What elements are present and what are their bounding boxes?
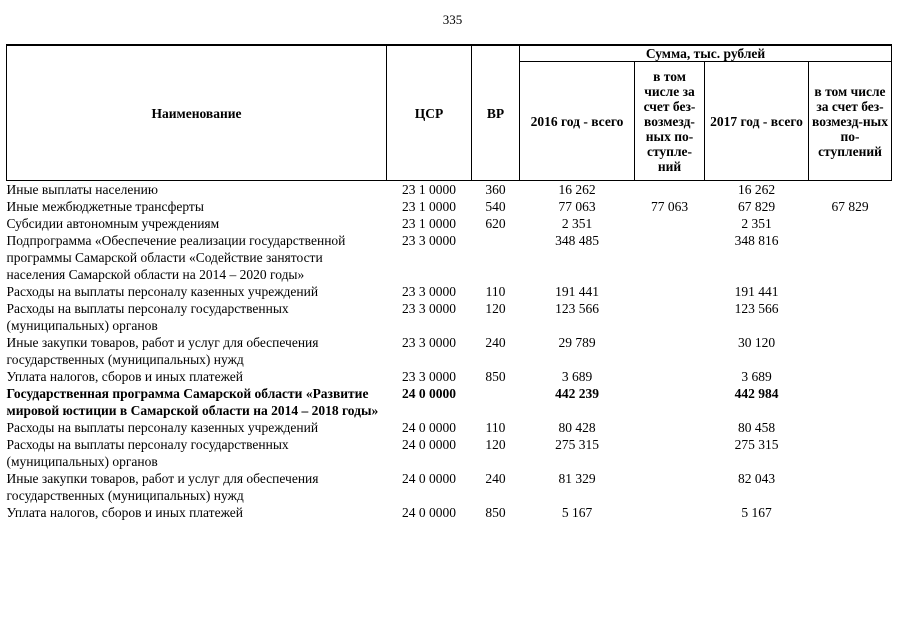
budget-table [6,44,892,521]
row-csr: 23 3 0000 [402,335,456,350]
row-total-2017: 3 689 [741,369,772,384]
row-vr: 850 [485,369,506,384]
table-row [7,504,892,521]
row-free-2017 [809,300,892,334]
row-csr: 23 3 0000 [402,233,456,248]
table-row [7,198,892,215]
row-total-2017: 442 984 [734,386,779,401]
row-csr: 24 0 0000 [402,505,456,520]
row-total-2017: 191 441 [734,284,779,299]
row-total-2017: 2 351 [741,216,772,231]
row-csr: 23 3 0000 [402,369,456,384]
row-name: Иные выплаты населению [6,182,158,197]
row-name: Субсидии автономным учреждениям [6,216,220,231]
table-row [7,232,892,283]
header-vr: ВР [472,45,520,181]
row-total-2017: 82 043 [737,471,776,486]
row-csr: 23 1 0000 [402,182,456,197]
row-free-2016: 77 063 [650,199,689,214]
row-total-2016: 442 239 [555,386,599,401]
table-row [7,419,892,436]
row-vr: 110 [485,284,506,299]
row-total-2016: 5 167 [561,505,593,520]
row-free-2016 [635,504,705,521]
row-total-2017: 348 816 [734,233,779,248]
row-free-2016 [635,368,705,385]
row-csr: 23 1 0000 [402,216,456,231]
row-name: Расходы на выплаты персоналу государственных (муниципальных) органов [6,437,289,469]
row-csr: 23 3 0000 [402,301,456,316]
header-free-2016: в том числе за счет без-возмезд-ных по-ступле-ний [635,62,705,181]
row-total-2016: 77 063 [558,199,596,214]
row-free-2017 [809,283,892,300]
table-body [7,181,892,522]
row-free-2017 [809,436,892,470]
row-free-2017: 67 829 [831,199,869,214]
table-row [7,300,892,334]
table-row [7,283,892,300]
row-name: Уплата налогов, сборов и иных платежей [6,369,243,384]
row-free-2016 [635,181,705,199]
table-row [7,215,892,232]
table-row [7,368,892,385]
row-total-2017: 16 262 [737,182,776,197]
row-free-2017 [809,385,892,419]
row-csr: 23 3 0000 [402,284,456,299]
row-name: Расходы на выплаты персоналу казенных учреждений [6,284,319,299]
row-csr: 23 1 0000 [402,199,456,214]
row-total-2016: 123 566 [555,301,599,316]
row-free-2016 [635,232,705,283]
row-total-2017: 275 315 [734,437,779,452]
header-total-2016: 2016 год - всего [520,62,635,181]
row-vr: 120 [485,301,506,316]
row-name: Расходы на выплаты персоналу казенных учреждений [6,420,319,435]
row-total-2017: 123 566 [734,301,779,316]
table-row [7,385,892,419]
row-vr: 850 [485,505,506,520]
row-csr: 24 0 0000 [402,420,456,435]
row-total-2016: 275 315 [555,437,599,452]
header-total-2017: 2017 год - всего [705,62,809,181]
row-name: Государственная программа Самарской области «Развитие мировой юстиции в Самарской области на 2014 – 2018 годы» [6,386,379,418]
table-row [7,334,892,368]
page-number: 335 [442,12,463,27]
row-total-2017: 67 829 [737,199,776,214]
row-name: Расходы на выплаты персоналу государственных (муниципальных) органов [6,301,289,333]
row-free-2016 [635,385,705,419]
row-free-2017 [809,470,892,504]
row-total-2016: 80 428 [558,420,596,435]
row-total-2017: 30 120 [737,335,776,350]
row-vr [472,232,520,283]
row-vr: 620 [485,216,506,231]
row-total-2016: 81 329 [558,471,596,486]
row-csr: 24 0 0000 [402,471,456,486]
row-total-2016: 16 262 [558,182,596,197]
row-free-2016 [635,419,705,436]
row-vr [472,385,520,419]
row-free-2017 [809,181,892,199]
table-row [7,436,892,470]
row-total-2016: 191 441 [555,284,599,299]
row-name: Подпрограмма «Обеспечение реализации государственной программы Самарской области «Содействие занятости населения Самарской области на 2014 – 2020 годы» [6,233,346,282]
row-total-2017: 80 458 [737,420,776,435]
row-csr: 24 0 0000 [402,437,456,452]
row-free-2016 [635,300,705,334]
header-csr: ЦСР [387,45,472,181]
row-free-2017 [809,504,892,521]
row-free-2017 [809,419,892,436]
row-total-2017: 5 167 [741,505,772,520]
row-total-2016: 2 351 [561,216,593,231]
row-free-2016 [635,436,705,470]
row-free-2017 [809,232,892,283]
header-free-2017: в том числе за счет без-возмезд-ных по-ступлений [809,62,892,181]
row-free-2017 [809,215,892,232]
header-sum-group: Сумма, тыс. рублей [520,45,892,62]
table-header [7,45,892,181]
row-free-2017 [809,368,892,385]
row-vr: 540 [485,199,506,214]
row-vr: 240 [485,335,506,350]
row-name: Иные межбюджетные трансферты [6,199,204,214]
row-vr: 360 [485,182,506,197]
row-name: Иные закупки товаров, работ и услуг для обеспечения государственных (муниципальных) нужд [6,471,319,503]
row-csr: 24 0 0000 [402,386,456,401]
table-row [7,181,892,199]
row-total-2016: 29 789 [558,335,596,350]
row-free-2016 [635,334,705,368]
row-vr: 110 [485,420,506,435]
row-free-2017 [809,334,892,368]
table-row [7,470,892,504]
row-total-2016: 348 485 [555,233,599,248]
row-total-2016: 3 689 [561,369,593,384]
row-name: Уплата налогов, сборов и иных платежей [6,505,243,520]
row-free-2016 [635,283,705,300]
row-name: Иные закупки товаров, работ и услуг для обеспечения государственных (муниципальных) нужд [6,335,319,367]
row-vr: 240 [485,471,506,486]
row-free-2016 [635,215,705,232]
row-vr: 120 [485,437,506,452]
row-free-2016 [635,470,705,504]
header-name: Наименование [7,45,387,181]
